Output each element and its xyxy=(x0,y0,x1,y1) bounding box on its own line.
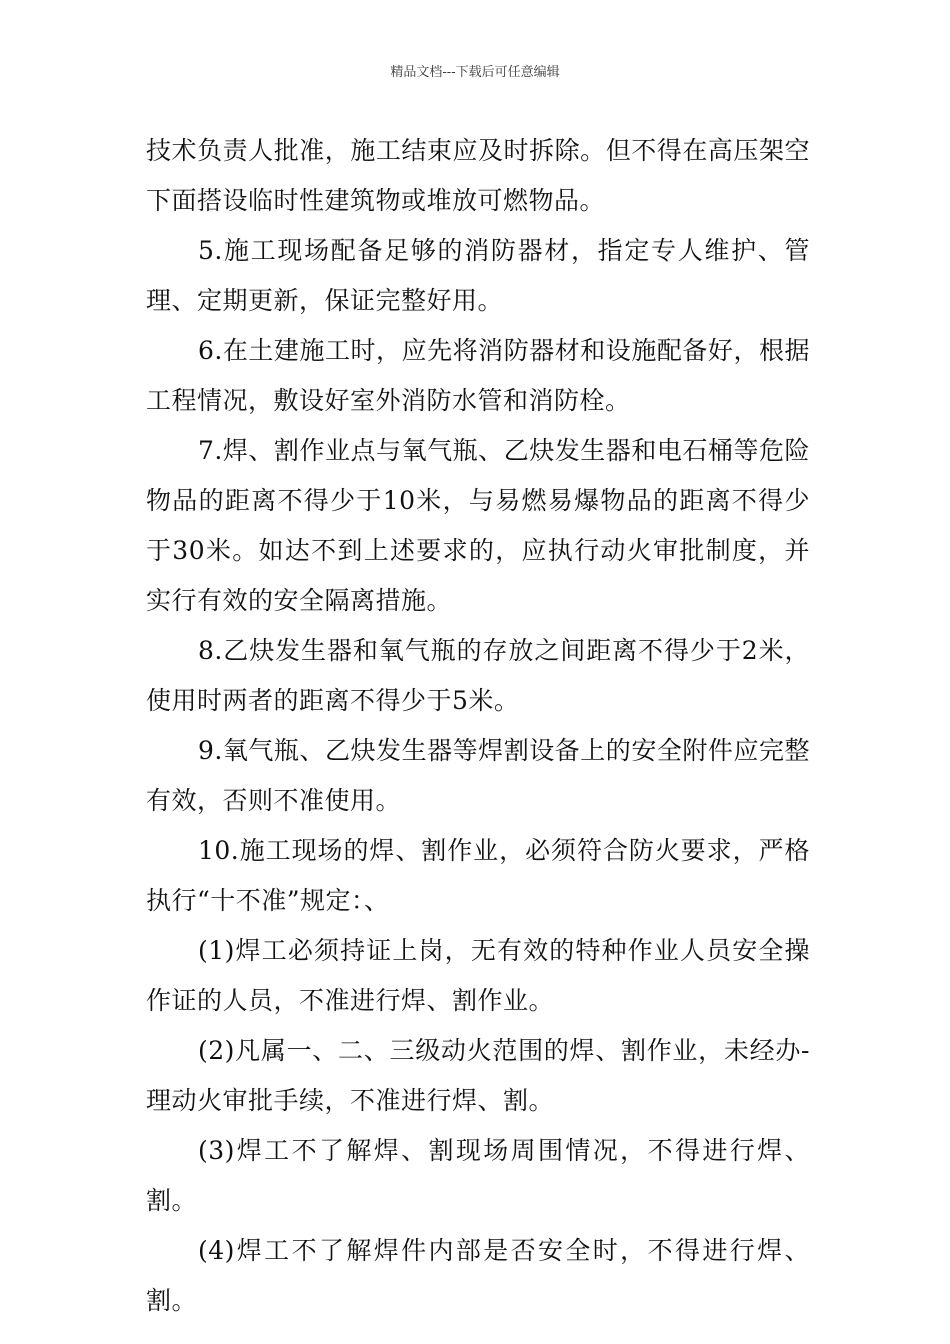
paragraph-subitem-1: (1)焊工必须持证上岗，无有效的特种作业人员安全操作证的人员，不准进行焊、割作业。 xyxy=(146,936,810,1015)
document-body xyxy=(146,126,810,1326)
paragraph-item-9: 9.氧气瓶、乙炔发生器等焊割设备上的安全附件应完整有效，否则不准使用。 xyxy=(146,736,810,815)
paragraph-item-5: 5.施工现场配备足够的消防器材，指定专人维护、管理、定期更新，保证完整好用。 xyxy=(146,236,810,315)
paragraph-item-10: 10.施工现场的焊、割作业，必须符合防火要求，严格执行“十不准”规定：、 xyxy=(146,836,810,915)
paragraph-item-8: 8.乙炔发生器和氧气瓶的存放之间距离不得少于2米，使用时两者的距离不得少于5米。 xyxy=(146,636,810,715)
page-header: 精品文档---下载后可任意编辑 xyxy=(390,65,560,80)
paragraph-subitem-2: (2)凡属一、二、三级动火范围的焊、割作业，未经办-理动火审批手续，不准进行焊、割。 xyxy=(146,1036,810,1115)
paragraph-item-6: 6.在土建施工时，应先将消防器材和设施配备好，根据工程情况，敷设好室外消防水管和消防栓。 xyxy=(146,336,810,415)
paragraph-subitem-4: (4)焊工不了解焊件内部是否安全时，不得进行焊、割。 xyxy=(146,1236,810,1315)
paragraph-continuation: 技术负责人批准，施工结束应及时拆除。但不得在高压架空下面搭设临时性建筑物或堆放可燃物品。 xyxy=(146,136,810,215)
paragraph-item-7: 7.焊、割作业点与氧气瓶、乙炔发生器和电石桶等危险物品的距离不得少于10米，与易燃易爆物品的距离不得少于30米。如达不到上述要求的，应执行动火审批制度，并实行有效的安全隔离措施。 xyxy=(146,436,810,615)
paragraph-subitem-3: (3)焊工不了解焊、割现场周围情况，不得进行焊、割。 xyxy=(146,1136,810,1215)
